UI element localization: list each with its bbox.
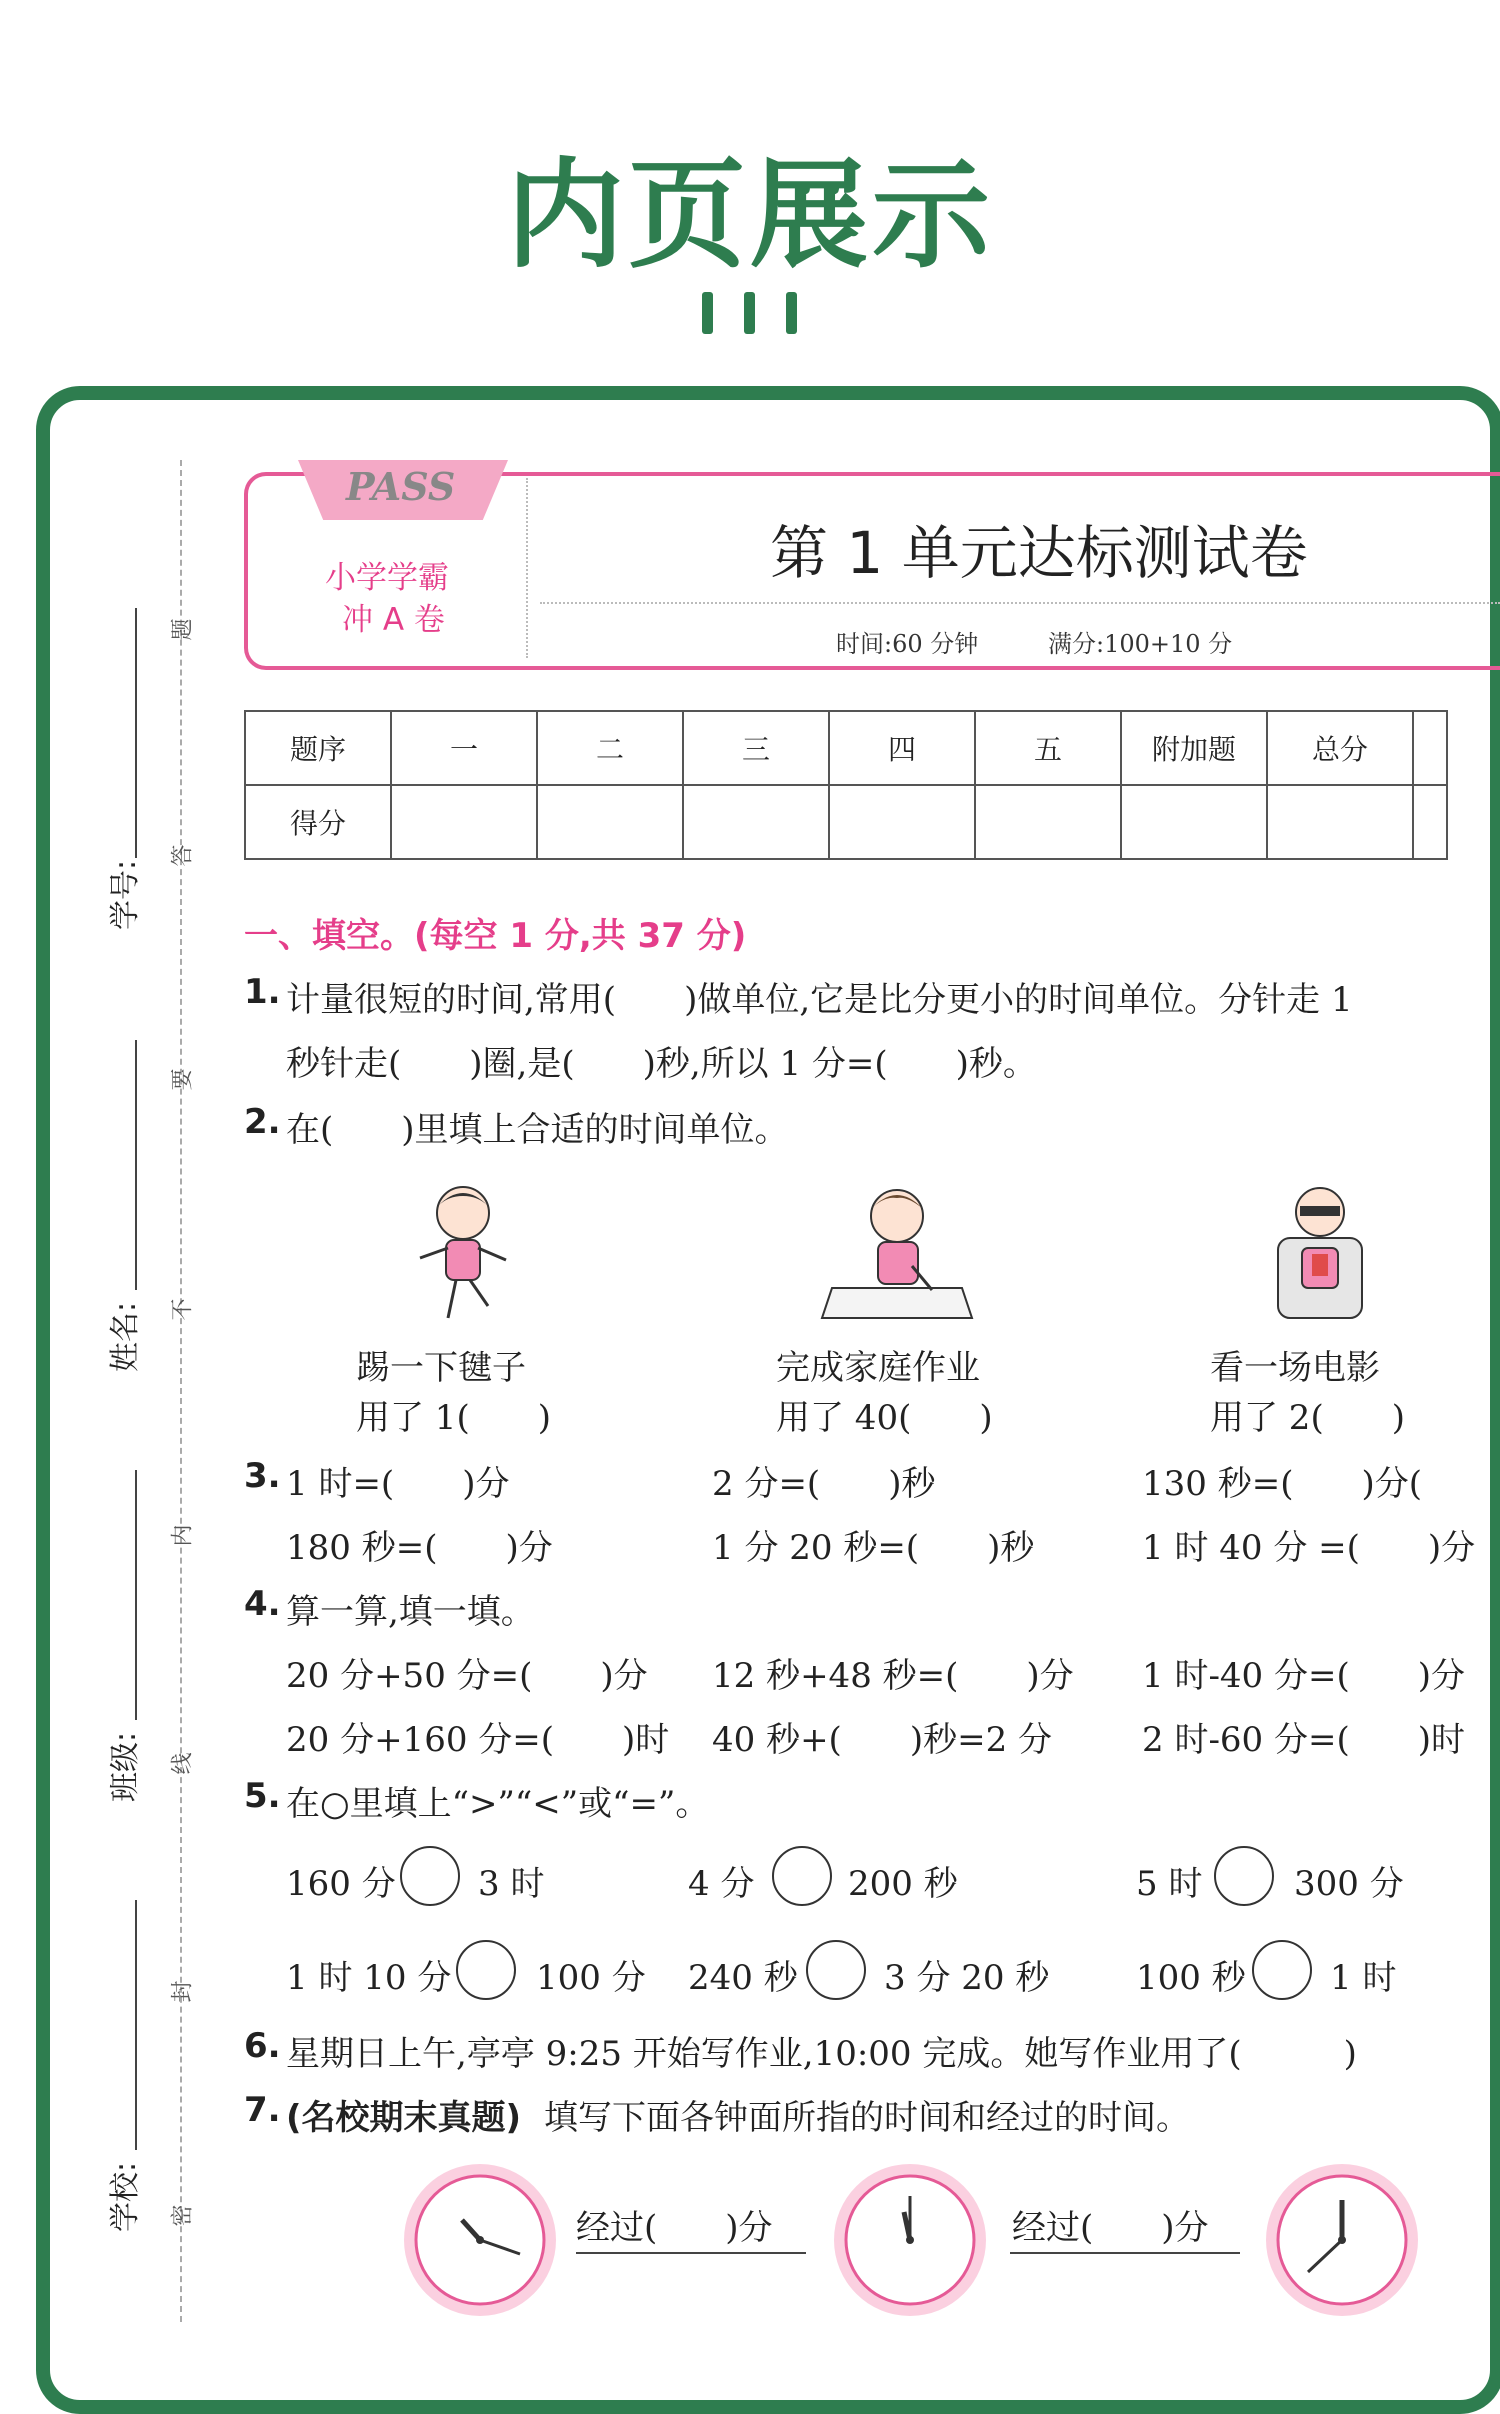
question-number: 3. [244, 1456, 281, 1496]
item-fill: 用了 1( ) [356, 1398, 551, 1438]
score-input-cell[interactable] [683, 785, 829, 859]
clock-face [1262, 2160, 1422, 2320]
item-fill: 用了 40( ) [776, 1398, 993, 1438]
student-no-label: 学号: [108, 859, 143, 930]
name-label: 姓名: [108, 1301, 143, 1372]
compare-right: 3 时 [478, 1864, 545, 1904]
test-full-score: 满分:100+10 分 [1048, 630, 1233, 658]
elapsed-label: 经过( )分 [576, 2208, 773, 2248]
page-heading: 内页展示 [505, 146, 994, 284]
brand-line-2: 冲 A 卷 [342, 602, 445, 638]
table-cell: 五 [975, 711, 1121, 785]
score-input-cell[interactable] [537, 785, 683, 859]
question-text: 在( )里填上合适的时间单位。 [286, 1110, 789, 1150]
compare-right: 300 分 [1294, 1864, 1404, 1904]
item-caption: 踢一下毽子 [356, 1348, 526, 1388]
seal-char: 要 [170, 1068, 196, 1091]
item-caption: 完成家庭作业 [776, 1348, 980, 1388]
score-input-cell[interactable] [829, 785, 975, 859]
test-title: 第 1 单元达标测试卷 [770, 519, 1308, 587]
compare-right: 200 秒 [848, 1864, 958, 1904]
table-cell: 一 [391, 711, 537, 785]
clock-face [830, 2160, 990, 2320]
question-text: 算一算,填一填。 [286, 1592, 535, 1632]
brand-line-1: 小学学霸 [325, 560, 449, 596]
compare-left: 160 分 [286, 1864, 396, 1904]
seal-char: 线 [170, 1752, 196, 1775]
question-number: 1. [244, 972, 281, 1012]
question-text: 计量很短的时间,常用( )做单位,它是比分更小的时间单位。分针走 1 [286, 980, 1353, 1020]
table-cell: 四 [829, 711, 975, 785]
decorative-bars [700, 292, 800, 334]
question-item: 130 秒=( )分( [1142, 1464, 1422, 1504]
question-item: 1 时=( )分 [286, 1464, 510, 1504]
question-number: 7. [244, 2090, 281, 2130]
girl-kicking-shuttlecock-illustration [408, 1178, 518, 1328]
score-input-cell[interactable] [1267, 785, 1413, 859]
item-caption: 看一场电影 [1210, 1348, 1380, 1388]
compare-left: 4 分 [688, 1864, 755, 1904]
score-input-cell[interactable] [1121, 785, 1267, 859]
header-divider [526, 478, 528, 658]
compare-circle[interactable] [772, 1846, 832, 1906]
question-text: 秒针走( )圈,是( )秒,所以 1 分=( )秒。 [286, 1044, 1037, 1084]
clock-face [400, 2160, 560, 2320]
compare-left: 5 时 [1136, 1864, 1203, 1904]
question-item: 20 分+50 分=( )分 [286, 1656, 648, 1696]
arrow-line [1010, 2252, 1240, 2254]
boy-watching-movie-illustration [1270, 1178, 1370, 1328]
table-cell: 题序 [245, 711, 391, 785]
seal-char: 封 [170, 1980, 196, 2003]
table-cell: 得分 [245, 785, 391, 859]
pass-logo: PASS [346, 464, 456, 509]
table-cell: 三 [683, 711, 829, 785]
class-label: 班级: [108, 1731, 143, 1802]
test-time: 时间:60 分钟 [836, 630, 979, 658]
student-no-line [135, 608, 137, 858]
name-line [135, 1040, 137, 1290]
section-title: 一、填空。(每空 1 分,共 37 分) [244, 916, 747, 956]
seal-char: 题 [170, 618, 196, 641]
table-cell: 二 [537, 711, 683, 785]
seal-char: 密 [170, 2204, 196, 2227]
compare-left: 100 秒 [1136, 1958, 1246, 1998]
compare-right: 3 分 20 秒 [884, 1958, 1050, 1998]
binding-dashed-line [180, 460, 182, 2322]
seal-char: 答 [170, 844, 196, 867]
table-cell [1413, 711, 1447, 785]
header-divider [540, 602, 1500, 604]
compare-circle[interactable] [1252, 1940, 1312, 2000]
compare-right: 1 时 [1330, 1958, 1397, 1998]
compare-circle[interactable] [1214, 1846, 1274, 1906]
compare-circle[interactable] [806, 1940, 866, 2000]
question-text: 在○里填上“>”“<”或“=”。 [286, 1784, 710, 1824]
compare-left: 240 秒 [688, 1958, 798, 1998]
score-table [244, 710, 1448, 860]
score-input-cell[interactable] [975, 785, 1121, 859]
question-item: 2 分=( )秒 [712, 1464, 936, 1504]
compare-circle[interactable] [456, 1940, 516, 2000]
elapsed-label: 经过( )分 [1012, 2208, 1209, 2248]
compare-left: 1 时 10 分 [286, 1958, 452, 1998]
score-table-row [245, 785, 1447, 859]
question-item: 1 分 20 秒=( )秒 [712, 1528, 1035, 1568]
question-item: 12 秒+48 秒=( )分 [712, 1656, 1074, 1696]
question-item: 20 分+160 分=( )时 [286, 1720, 670, 1760]
school-line [135, 1900, 137, 2150]
question-text: 填写下面各钟面所指的时间和经过的时间。 [544, 2098, 1190, 2138]
boy-doing-homework-illustration [812, 1178, 982, 1328]
seal-char: 不 [170, 1298, 196, 1321]
question-text: 星期日上午,亭亭 9:25 开始写作业,10:00 完成。她写作业用了( ) [286, 2034, 1357, 2074]
question-item: 1 时-40 分=( )分 [1142, 1656, 1466, 1696]
compare-circle[interactable] [400, 1846, 460, 1906]
table-cell: 附加题 [1121, 711, 1267, 785]
question-number: 5. [244, 1776, 281, 1816]
item-fill: 用了 2( ) [1210, 1398, 1405, 1438]
seal-char: 内 [170, 1524, 196, 1547]
question-number: 2. [244, 1102, 281, 1142]
question-number: 6. [244, 2026, 281, 2066]
question-item: 1 时 40 分 =( )分 [1142, 1528, 1476, 1568]
table-cell [1413, 785, 1447, 859]
class-line [135, 1470, 137, 1720]
compare-right: 100 分 [536, 1958, 646, 1998]
question-item: 2 时-60 分=( )时 [1142, 1720, 1466, 1760]
score-input-cell[interactable] [391, 785, 537, 859]
question-number: 4. [244, 1584, 281, 1624]
question-item: 40 秒+( )秒=2 分 [712, 1720, 1053, 1760]
question-tag: (名校期末真题) [286, 2098, 522, 2138]
arrow-line [576, 2252, 806, 2254]
score-table-header-row [245, 711, 1447, 785]
school-label: 学校: [108, 2161, 143, 2232]
question-item: 180 秒=( )分 [286, 1528, 553, 1568]
table-cell: 总分 [1267, 711, 1413, 785]
